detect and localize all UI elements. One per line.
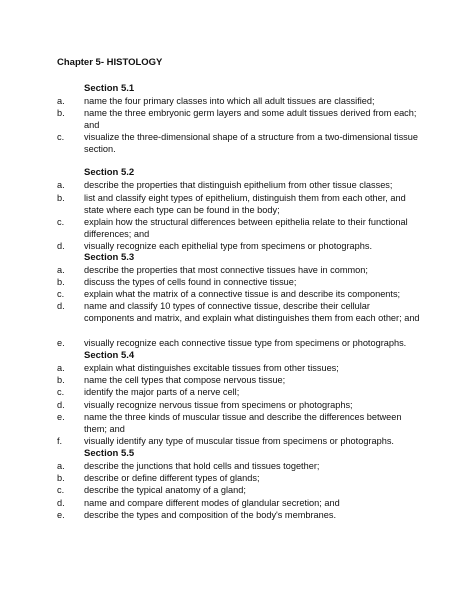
objective-item <box>57 386 422 398</box>
item-letter: d. <box>57 301 65 311</box>
objective-item <box>57 264 422 276</box>
objective-item <box>57 107 422 131</box>
objective-item <box>57 300 422 324</box>
item-letter: a. <box>57 461 65 471</box>
item-text: describe the typical anatomy of a gland; <box>84 485 246 495</box>
item-letter: a. <box>57 265 65 275</box>
item-text: name and classify 10 types of connective tissue, describe their cellular components and matrix, and explain what distinguishes them from each other; and <box>84 301 420 324</box>
item-letter: f. <box>57 436 63 446</box>
item-text: visually identify any type of muscular tissue from specimens or photographs. <box>84 436 394 446</box>
item-letter: d. <box>57 498 65 508</box>
item-text: name and compare different modes of glandular secretion; and <box>84 498 340 508</box>
objective-item <box>57 131 422 155</box>
item-text: identify the major parts of a nerve cell; <box>84 387 240 397</box>
item-letter: e. <box>57 412 65 422</box>
item-letter: b. <box>57 277 65 287</box>
item-text: explain what distinguishes excitable tissues from other tissues; <box>84 363 339 373</box>
section-heading-5-1: Section 5.1 <box>84 83 135 94</box>
item-letter: b. <box>57 473 65 483</box>
item-text: describe the properties that distinguish epithelium from other tissue classes; <box>84 180 393 190</box>
objective-item <box>57 95 422 107</box>
section-heading-5-3: Section 5.3 <box>84 252 135 263</box>
item-letter: d. <box>57 400 65 410</box>
objective-item <box>57 276 422 288</box>
item-text: describe the junctions that hold cells and tissues together; <box>84 461 320 471</box>
item-text: explain what the matrix of a connective tissue is and describe its components; <box>84 289 401 299</box>
objective-item <box>57 192 422 216</box>
item-text: explain how the structural differences between epithelia relate to their functional differences; and <box>84 217 408 240</box>
objective-item <box>57 399 422 411</box>
item-text: discuss the types of cells found in connective tissue; <box>84 277 297 287</box>
item-letter: b. <box>57 193 65 203</box>
objective-item <box>57 288 422 300</box>
objective-item <box>57 362 422 374</box>
item-text: visually recognize nervous tissue from specimens or photographs; <box>84 400 353 410</box>
item-text: name the cell types that compose nervous tissue; <box>84 375 286 385</box>
item-text: visually recognize each epithelial type from specimens or photographs. <box>84 241 373 251</box>
item-letter: c. <box>57 289 65 299</box>
item-letter: c. <box>57 485 65 495</box>
item-text: describe or define different types of glands; <box>84 473 260 483</box>
item-letter: a. <box>57 180 65 190</box>
item-letter: e. <box>57 338 65 348</box>
objective-item <box>57 179 422 191</box>
objective-item <box>57 497 422 509</box>
objective-item <box>57 216 422 240</box>
objective-item <box>57 484 422 496</box>
objective-item <box>57 374 422 386</box>
item-letter: c. <box>57 132 65 142</box>
item-letter: b. <box>57 375 65 385</box>
item-letter: c. <box>57 217 65 227</box>
item-text: list and classify eight types of epithelium, distinguish them from each other, and state where each type can be found in the body; <box>84 193 406 216</box>
objective-item <box>57 240 422 252</box>
item-text: visually recognize each connective tissue type from specimens or photographs. <box>84 338 407 348</box>
item-letter: d. <box>57 241 65 251</box>
objective-item <box>57 337 422 349</box>
item-text: describe the properties that most connective tissues have in common; <box>84 265 368 275</box>
item-text: name the four primary classes into which all adult tissues are classified; <box>84 96 375 106</box>
item-letter: a. <box>57 96 65 106</box>
section-heading-5-4: Section 5.4 <box>84 350 135 361</box>
item-text: describe the types and composition of the body's membranes. <box>84 510 336 520</box>
section-heading-5-2: Section 5.2 <box>84 167 135 178</box>
item-letter: e. <box>57 510 65 520</box>
item-letter: c. <box>57 387 65 397</box>
objective-item <box>57 435 422 447</box>
item-letter: b. <box>57 108 65 118</box>
section-heading-5-5: Section 5.5 <box>84 448 135 459</box>
item-letter: a. <box>57 363 65 373</box>
objective-item <box>57 472 422 484</box>
item-text: name the three embryonic germ layers and some adult tissues derived from each; and <box>84 108 417 131</box>
objective-item <box>57 460 422 472</box>
item-text: visualize the three-dimensional shape of a structure from a two-dimensional tissue section. <box>84 132 418 155</box>
chapter-title: Chapter 5- HISTOLOGY <box>57 57 163 68</box>
objective-item <box>57 411 422 435</box>
item-text: name the three kinds of muscular tissue and describe the differences between them; and <box>84 412 402 435</box>
objective-item <box>57 509 422 521</box>
